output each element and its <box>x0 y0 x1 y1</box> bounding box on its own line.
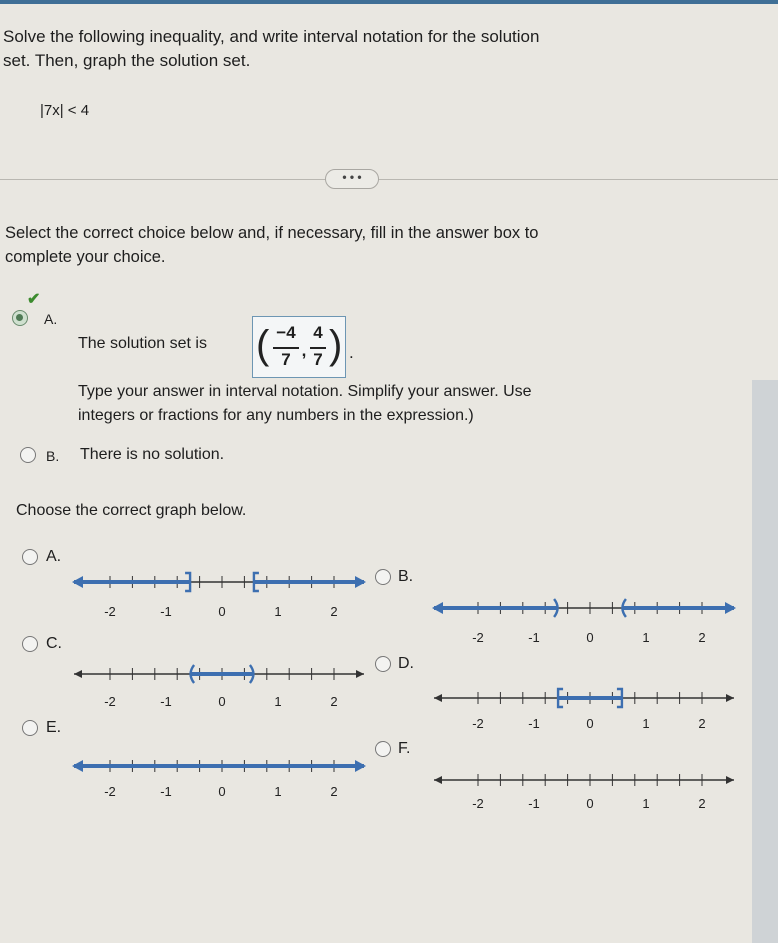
tick-label: 0 <box>586 796 594 811</box>
shaded-arrow-icon <box>725 602 736 614</box>
instructions-line-2: complete your choice. <box>5 248 166 266</box>
shaded-arrow-icon <box>355 760 366 772</box>
tick-label: 1 <box>642 716 650 731</box>
top-bar <box>0 0 778 4</box>
shaded-arrow-icon <box>355 576 366 588</box>
graph-e-radio[interactable] <box>22 720 38 736</box>
graph-f-letter: F. <box>398 740 411 757</box>
number-line-c[interactable] <box>70 656 370 716</box>
hint-line-1: Type your answer in interval notation. Simplify your answer. Use <box>78 383 532 400</box>
instructions-line-1: Select the correct choice below and, if necessary, fill in the answer box to <box>5 224 539 242</box>
question-line-2: set. Then, graph the solution set. <box>3 51 251 70</box>
inequality: |7x| < 4 <box>40 102 90 119</box>
graph-c-letter: C. <box>46 635 62 652</box>
shaded-arrow-icon <box>72 760 83 772</box>
numerator-2: 4 <box>313 323 323 342</box>
number-line-b[interactable] <box>430 592 740 654</box>
left-arrow-icon <box>74 670 82 678</box>
tick-label: 1 <box>274 694 282 709</box>
number-line-a[interactable] <box>70 568 370 626</box>
tick-label: -2 <box>104 694 116 709</box>
checkmark-icon: ✔ <box>27 291 41 308</box>
tick-label: -1 <box>160 604 172 619</box>
tick-label: 1 <box>642 630 650 645</box>
tick-label: -2 <box>104 784 116 799</box>
graph-b-letter: B. <box>398 568 414 585</box>
choice-b-radio[interactable] <box>20 447 36 463</box>
choice-b-letter: B. <box>46 448 60 464</box>
tick-label: 2 <box>698 716 706 731</box>
tick-label: -1 <box>160 784 172 799</box>
tick-label: 2 <box>330 784 338 799</box>
shaded-arrow-icon <box>432 602 443 614</box>
number-line-e[interactable] <box>70 752 370 802</box>
fraction-bar-1 <box>273 347 299 349</box>
choice-a-text: The solution set is <box>78 335 207 352</box>
tick-label: -2 <box>104 604 116 619</box>
close-paren: ) <box>329 323 343 367</box>
graph-f-radio[interactable] <box>375 741 391 757</box>
graph-prompt: Choose the correct graph below. <box>16 502 247 519</box>
tick-label: 1 <box>274 604 282 619</box>
tick-label: 0 <box>218 694 226 709</box>
tick-label: 0 <box>586 630 594 645</box>
tick-label: 1 <box>274 784 282 799</box>
tick-label: 0 <box>218 784 226 799</box>
graph-d-radio[interactable] <box>375 656 391 672</box>
denominator-1: 7 <box>281 350 291 369</box>
open-paren: ( <box>256 323 270 367</box>
tick-label: 2 <box>698 796 706 811</box>
fraction-bar-2 <box>310 347 326 349</box>
answer-box[interactable] <box>252 316 346 378</box>
tick-label: 1 <box>642 796 650 811</box>
left-arrow-icon <box>434 776 442 784</box>
tick-label: -1 <box>528 796 540 811</box>
shaded-arrow-icon <box>72 576 83 588</box>
choice-a-period: . <box>349 343 354 362</box>
numerator-1: −4 <box>276 323 296 342</box>
divider <box>0 179 778 180</box>
graph-a-radio[interactable] <box>22 549 38 565</box>
tick-label: -1 <box>160 694 172 709</box>
right-arrow-icon <box>726 776 734 784</box>
right-arrow-icon <box>726 694 734 702</box>
comma: , <box>301 341 307 360</box>
expand-button[interactable]: • • • <box>325 169 379 189</box>
graph-a-letter: A. <box>46 548 62 565</box>
right-arrow-icon <box>356 670 364 678</box>
choice-b-text: There is no solution. <box>80 446 225 463</box>
hint-line-2: integers or fractions for any numbers in the expression.) <box>78 407 474 424</box>
graph-c-radio[interactable] <box>22 636 38 652</box>
tick-label: 0 <box>586 716 594 731</box>
tick-label: 0 <box>218 604 226 619</box>
scrollbar-track[interactable] <box>752 380 778 943</box>
graph-e-letter: E. <box>46 719 62 736</box>
tick-label: -1 <box>528 630 540 645</box>
graph-d-letter: D. <box>398 655 414 672</box>
graph-b-radio[interactable] <box>375 569 391 585</box>
tick-label: -2 <box>472 716 484 731</box>
question-line-1: Solve the following inequality, and write interval notation for the solution <box>3 27 540 46</box>
tick-label: -2 <box>472 796 484 811</box>
tick-label: 2 <box>330 604 338 619</box>
denominator-2: 7 <box>313 350 323 369</box>
choice-a-letter: A. <box>44 311 58 327</box>
number-line-d[interactable] <box>430 680 740 742</box>
tick-label: 2 <box>330 694 338 709</box>
tick-label: -2 <box>472 630 484 645</box>
left-arrow-icon <box>434 694 442 702</box>
tick-label: 2 <box>698 630 706 645</box>
number-line-f[interactable] <box>430 762 740 822</box>
tick-label: -1 <box>528 716 540 731</box>
choice-a-radio[interactable] <box>12 310 28 326</box>
